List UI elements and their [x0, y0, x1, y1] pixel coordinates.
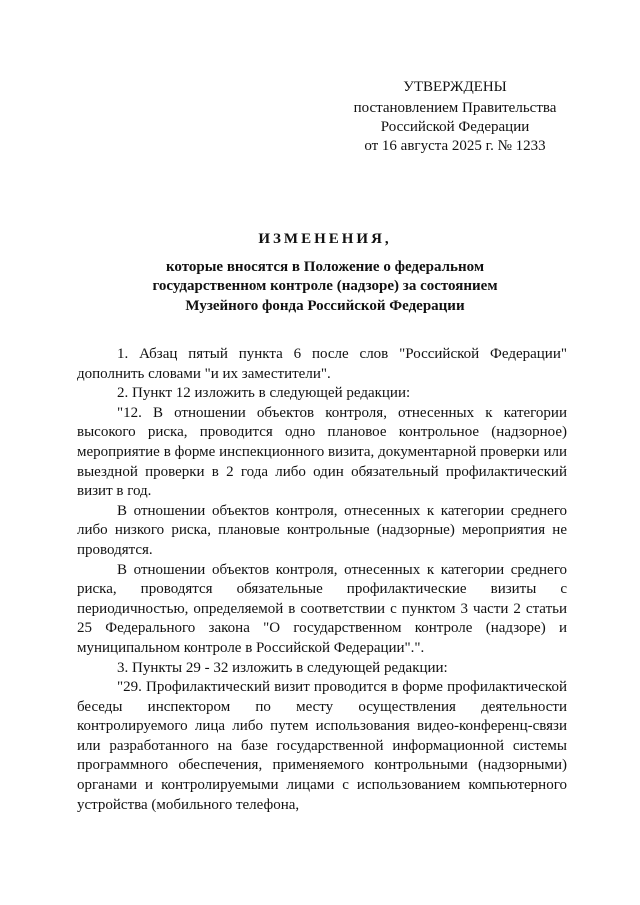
title-line-2: государственном контроле (надзоре) за состоянием [152, 278, 498, 294]
approval-line-3: от 16 августа 2025 г. № 1233 [364, 138, 546, 154]
paragraph: В отношении объектов контроля, отнесенных к категории среднего либо низкого риска, плановые контрольные (надзорные) мероприятия не проводятся. [77, 502, 567, 558]
paragraph: 3. Пункты 29 - 32 изложить в следующей редакции: [117, 659, 448, 676]
title-main: ИЗМЕНЕНИЯ, [258, 231, 392, 247]
approval-heading: УТВЕРЖДЕНЫ [403, 79, 507, 95]
paragraph: "29. Профилактический визит проводится в форме профилактической беседы инспектором по месту осуществления деятельности контролируемого лица либо путем использования видео-конференц-связи или разработанного на базе государственной информационной системы программного обеспечения, применяемого контрольными (надзорными) органами и контролируемыми лицами с использованием компьютерного устройства (мобильного телефона, [77, 679, 567, 813]
title-line-1: которые вносятся в Положение о федеральном [165, 258, 485, 275]
paragraph: "12. В отношении объектов контроля, отнесенных к категории высокого риска, проводится одно плановое контрольное (надзорное) мероприятие в форме инспекционного визита, документарной проверки или выездной проверки в 2 года либо один обязательный профилактический визит в год. [77, 404, 567, 500]
paragraph: 1. Абзац пятый пункта 6 после слов "Российской Федерации" дополнить словами "и их заместители". [77, 346, 567, 382]
approval-line-2: Российской Федерации [380, 119, 530, 135]
paragraph: В отношении объектов контроля, отнесенных к категории среднего риска, проводятся обязательные профилактические визиты с периодичностью, определяемой в соответствии с пунктом 3 части 2 статьи 25 Федерального закона "О государственном контроле (надзоре) и муниципальном контроле в Российской Федерации".". [77, 561, 567, 656]
approval-stamp [330, 78, 580, 156]
title-line-3: Музейного фонда Российской Федерации [185, 297, 465, 314]
approval-line-1: постановлением Правительства [353, 100, 557, 116]
document-title [80, 230, 570, 316]
paragraph: 2. Пункт 12 изложить в следующей редакции: [117, 385, 411, 402]
document-body [77, 345, 567, 815]
